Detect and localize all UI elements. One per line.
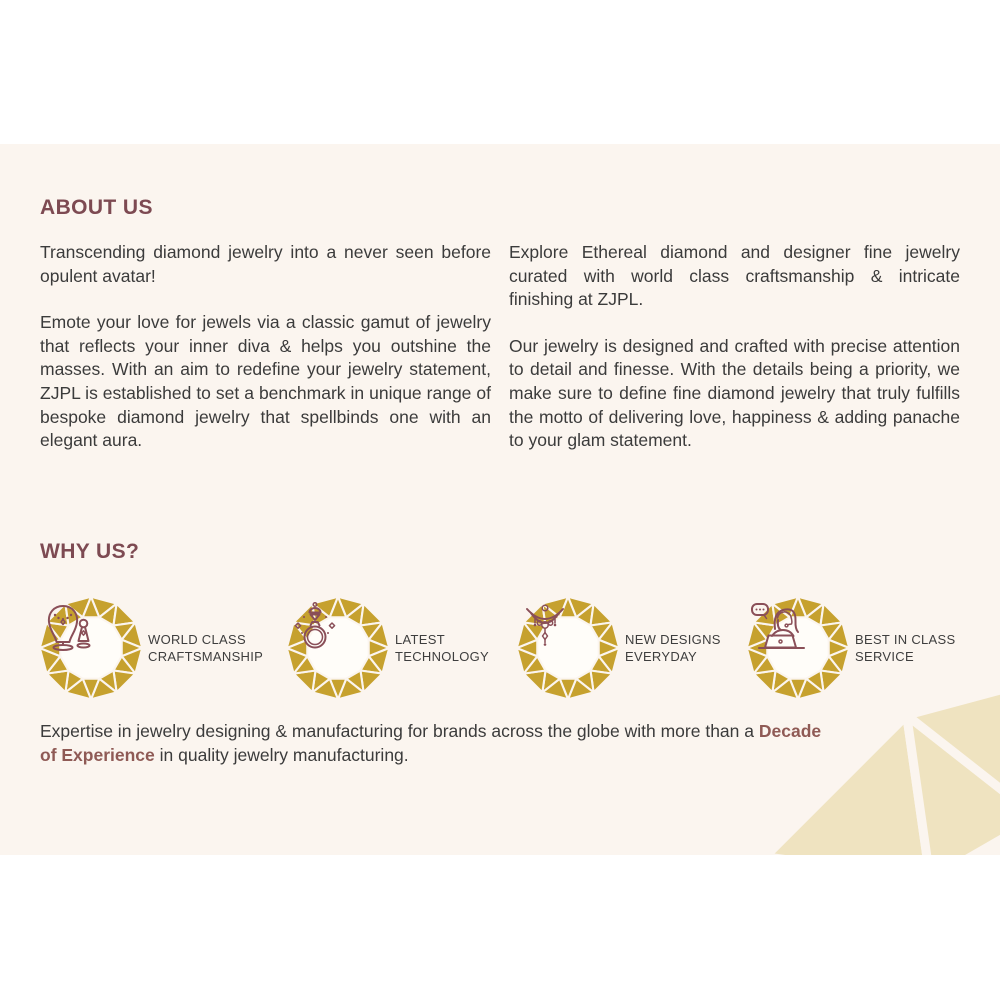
about-paragraph: Our jewelry is designed and crafted with precise attention to detail and finesse. With the details being a priority, we make sure to define fine diamond jewelry that truly fulfills the motto of delivering love, happiness & adding panache to your glam statement. <box>509 335 960 451</box>
feature-new-designs-everyday <box>515 595 721 701</box>
about-paragraph: Transcending diamond jewelry into a never seen before opulent avatar! <box>40 242 491 286</box>
about-columns <box>40 241 960 476</box>
feature-label: BEST IN CLASS SERVICE <box>855 631 956 664</box>
decade-of-experience-highlight: Decade of Experience <box>40 721 822 765</box>
why-us-heading: WHY US? <box>40 540 140 563</box>
feature-world-class-craftsmanship <box>38 595 263 701</box>
about-left-column <box>40 241 491 476</box>
feature-label: LATEST TECHNOLOGY <box>395 631 490 664</box>
feature-latest-technology <box>285 595 489 701</box>
feature-label: WORLD CLASS CRAFTSMANSHIP <box>148 631 264 664</box>
diamond-ring-icon <box>285 595 345 655</box>
expertise-prefix: Expertise in jewelry designing & manufacturing for brands across the globe with more than a <box>40 721 759 741</box>
about-paragraph: Explore Ethereal diamond and designer fine jewelry curated with world class craftsmanship & intricate finishing at ZJPL. <box>509 242 960 310</box>
diamond-facet-badge <box>38 595 144 701</box>
expertise-suffix: in quality jewelry manufacturing. <box>154 744 409 765</box>
ornate-necklace-icon <box>515 595 575 655</box>
feature-label: NEW DESIGNS EVERYDAY <box>625 631 721 664</box>
diamond-facet-badge <box>285 595 391 701</box>
about-paragraph: Emote your love for jewels via a classic gamut of jewelry that reflects your inner diva & helps you outshine the masses. With an aim to redefine your jewelry statement, ZJPL is established to set a benchmark in unique range of bespoke diamond jewelry that spellbinds one with an elegant aura. <box>40 312 491 451</box>
diamond-facet-badge <box>515 595 621 701</box>
necklace-display-icon <box>38 595 98 655</box>
content-panel <box>0 144 1000 855</box>
diamond-facet-arc-decoration <box>700 650 1000 855</box>
about-right-column <box>509 241 960 476</box>
customer-support-icon <box>745 595 805 655</box>
about-us-heading: ABOUT US <box>40 196 153 219</box>
